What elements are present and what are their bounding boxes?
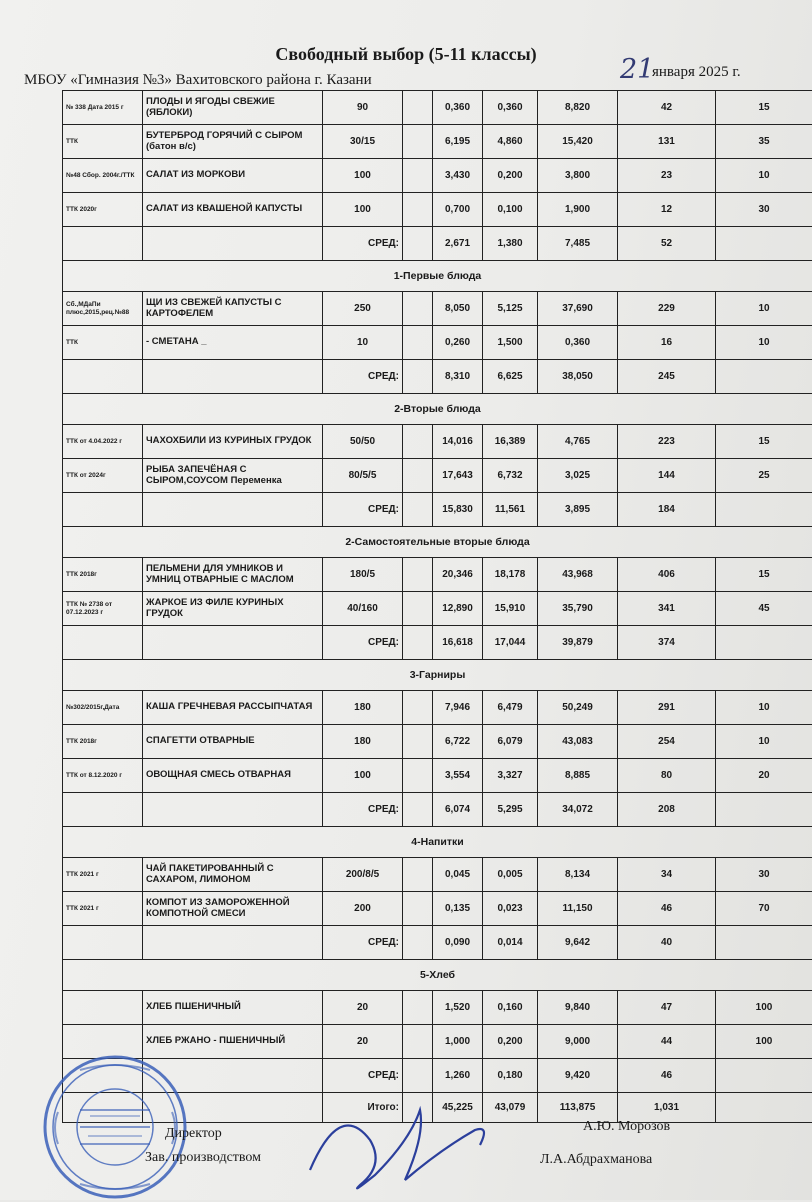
kcal-value: 80 — [618, 759, 716, 793]
price-value: 10 — [716, 326, 812, 360]
fat-avg: 6,625 — [483, 360, 538, 394]
portion-weight: 50/50 — [323, 425, 403, 459]
carbs-value: 9,840 — [538, 991, 618, 1025]
menu-item-row — [63, 759, 812, 793]
fat-value: 0,005 — [483, 858, 538, 892]
price-value: 15 — [716, 91, 812, 125]
protein-value: 0,135 — [433, 892, 483, 926]
section-title: 1-Первые блюда — [63, 261, 812, 292]
menu-item-row — [63, 125, 812, 159]
carbs-value: 0,360 — [538, 326, 618, 360]
price-value: 10 — [716, 725, 812, 759]
fat-value: 0,200 — [483, 1025, 538, 1059]
protein-value: 6,722 — [433, 725, 483, 759]
portion-weight: 180 — [323, 725, 403, 759]
date-day-handwritten: 21 — [620, 54, 654, 85]
section-row — [63, 394, 812, 425]
empty-cell — [143, 493, 323, 527]
portion-weight: 180/5 — [323, 558, 403, 592]
empty-cell — [403, 725, 433, 759]
protein-value: 0,700 — [433, 193, 483, 227]
kcal-value: 46 — [618, 892, 716, 926]
dish-name: САЛАТ ИЗ КВАШЕНОЙ КАПУСТЫ — [143, 193, 323, 227]
dish-name: ХЛЕБ ПШЕНИЧНЫЙ — [143, 991, 323, 1025]
director-label: Директор — [165, 1126, 222, 1142]
fat-avg: 0,014 — [483, 926, 538, 960]
portion-weight: 180 — [323, 691, 403, 725]
menu-item-row — [63, 292, 812, 326]
kcal-value: 291 — [618, 691, 716, 725]
portion-weight: 100 — [323, 193, 403, 227]
empty-cell — [403, 91, 433, 125]
price-value: 25 — [716, 459, 812, 493]
dish-name: СПАГЕТТИ ОТВАРНЫЕ — [143, 725, 323, 759]
kcal-avg: 40 — [618, 926, 716, 960]
portion-weight: 90 — [323, 91, 403, 125]
average-label: СРЕД: — [323, 926, 403, 960]
empty-cell — [403, 459, 433, 493]
kcal-value: 47 — [618, 991, 716, 1025]
menu-item-row — [63, 725, 812, 759]
recipe-reference: ТТК от 4.04.2022 г — [63, 425, 143, 459]
menu-item-row — [63, 459, 812, 493]
kcal-avg: 208 — [618, 793, 716, 827]
kcal-avg: 374 — [618, 626, 716, 660]
dish-name: ОВОЩНАЯ СМЕСЬ ОТВАРНАЯ — [143, 759, 323, 793]
fat-avg: 17,044 — [483, 626, 538, 660]
empty-cell — [716, 1093, 812, 1123]
price-value: 10 — [716, 292, 812, 326]
carbs-value: 3,025 — [538, 459, 618, 493]
section-row — [63, 960, 812, 991]
fat-value: 0,160 — [483, 991, 538, 1025]
kcal-value: 254 — [618, 725, 716, 759]
section-title: 5-Хлеб — [63, 960, 812, 991]
kcal-value: 34 — [618, 858, 716, 892]
recipe-reference: ТТК 2018г — [63, 558, 143, 592]
price-value: 70 — [716, 892, 812, 926]
fat-avg: 0,180 — [483, 1059, 538, 1093]
empty-cell — [143, 626, 323, 660]
empty-cell — [63, 227, 143, 261]
average-row — [63, 360, 812, 394]
average-label: СРЕД: — [323, 227, 403, 261]
portion-weight: 80/5/5 — [323, 459, 403, 493]
menu-item-row — [63, 159, 812, 193]
empty-cell — [716, 360, 812, 394]
carbs-value: 15,420 — [538, 125, 618, 159]
price-value: 10 — [716, 691, 812, 725]
average-row — [63, 793, 812, 827]
empty-cell — [716, 926, 812, 960]
average-row — [63, 626, 812, 660]
dish-name: ЧАХОХБИЛИ ИЗ КУРИНЫХ ГРУДОК — [143, 425, 323, 459]
empty-cell — [403, 759, 433, 793]
fat-value: 3,327 — [483, 759, 538, 793]
empty-cell — [403, 592, 433, 626]
average-label: СРЕД: — [323, 793, 403, 827]
price-value: 15 — [716, 425, 812, 459]
price-value: 20 — [716, 759, 812, 793]
empty-cell — [403, 360, 433, 394]
empty-cell — [403, 292, 433, 326]
kcal-avg: 245 — [618, 360, 716, 394]
protein-value: 14,016 — [433, 425, 483, 459]
dish-name: - СМЕТАНА _ — [143, 326, 323, 360]
empty-cell — [716, 626, 812, 660]
menu-item-row — [63, 592, 812, 626]
empty-cell — [63, 926, 143, 960]
recipe-reference: ТТК 2018г — [63, 725, 143, 759]
recipe-reference: ТТК — [63, 326, 143, 360]
carbs-avg: 38,050 — [538, 360, 618, 394]
empty-cell — [403, 892, 433, 926]
school-name: МБОУ «Гимназия №3» Вахитовского района г. Казани — [24, 72, 372, 89]
carbs-avg: 7,485 — [538, 227, 618, 261]
protein-value: 20,346 — [433, 558, 483, 592]
portion-weight: 30/15 — [323, 125, 403, 159]
carbs-value: 43,083 — [538, 725, 618, 759]
empty-cell — [403, 326, 433, 360]
empty-cell — [716, 793, 812, 827]
section-title: 2-Самостоятельные вторые блюда — [63, 527, 812, 558]
menu-table — [62, 90, 812, 1123]
production-label: Зав. производством — [145, 1150, 261, 1166]
fat-value: 6,479 — [483, 691, 538, 725]
empty-cell — [716, 1059, 812, 1093]
kcal-total: 1,031 — [618, 1093, 716, 1123]
average-row — [63, 493, 812, 527]
protein-value: 3,554 — [433, 759, 483, 793]
menu-item-row — [63, 558, 812, 592]
recipe-reference: ТТК 2021 г — [63, 858, 143, 892]
dish-name: БУТЕРБРОД ГОРЯЧИЙ С СЫРОМ (батон в/с) — [143, 125, 323, 159]
dish-name: ЖАРКОЕ ИЗ ФИЛЕ КУРИНЫХ ГРУДОК — [143, 592, 323, 626]
dish-name: ЧАЙ ПАКЕТИРОВАННЫЙ С САХАРОМ, ЛИМОНОМ — [143, 858, 323, 892]
carbs-avg: 3,895 — [538, 493, 618, 527]
protein-avg: 1,260 — [433, 1059, 483, 1093]
protein-avg: 6,074 — [433, 793, 483, 827]
protein-value: 1,520 — [433, 991, 483, 1025]
fat-value: 1,500 — [483, 326, 538, 360]
protein-total: 45,225 — [433, 1093, 483, 1123]
carbs-total: 113,875 — [538, 1093, 618, 1123]
empty-cell — [143, 926, 323, 960]
empty-cell — [403, 793, 433, 827]
empty-cell — [403, 691, 433, 725]
carbs-value: 1,900 — [538, 193, 618, 227]
fat-value: 5,125 — [483, 292, 538, 326]
protein-avg: 15,830 — [433, 493, 483, 527]
recipe-reference: ТТК от 8.12.2020 г — [63, 759, 143, 793]
price-value: 30 — [716, 858, 812, 892]
kcal-value: 12 — [618, 193, 716, 227]
empty-cell — [403, 858, 433, 892]
carbs-avg: 39,879 — [538, 626, 618, 660]
director-name: А.Ю. Морозов — [583, 1119, 670, 1135]
price-value: 100 — [716, 991, 812, 1025]
menu-item-row — [63, 892, 812, 926]
protein-avg: 2,671 — [433, 227, 483, 261]
menu-item-row — [63, 858, 812, 892]
kcal-value: 23 — [618, 159, 716, 193]
portion-weight: 40/160 — [323, 592, 403, 626]
price-value: 15 — [716, 558, 812, 592]
total-label: Итого: — [323, 1093, 403, 1123]
section-title: 2-Вторые блюда — [63, 394, 812, 425]
recipe-reference: ТТК 2021 г — [63, 892, 143, 926]
dish-name: ПЕЛЬМЕНИ ДЛЯ УМНИКОВ И УМНИЦ ОТВАРНЫЕ С МАСЛОМ — [143, 558, 323, 592]
empty-cell — [63, 360, 143, 394]
portion-weight: 100 — [323, 759, 403, 793]
protein-value: 8,050 — [433, 292, 483, 326]
recipe-reference — [63, 991, 143, 1025]
empty-cell — [716, 227, 812, 261]
kcal-value: 406 — [618, 558, 716, 592]
menu-item-row — [63, 425, 812, 459]
dish-name: ХЛЕБ РЖАНО - ПШЕНИЧНЫЙ — [143, 1025, 323, 1059]
empty-cell — [403, 626, 433, 660]
empty-cell — [143, 360, 323, 394]
portion-weight: 250 — [323, 292, 403, 326]
price-value: 30 — [716, 193, 812, 227]
section-row — [63, 660, 812, 691]
empty-cell — [403, 425, 433, 459]
empty-cell — [403, 926, 433, 960]
protein-value: 7,946 — [433, 691, 483, 725]
recipe-reference: Сб.,МДаПи плюс,2015,рец.№88 — [63, 292, 143, 326]
section-row — [63, 827, 812, 858]
kcal-value: 229 — [618, 292, 716, 326]
fat-value: 0,360 — [483, 91, 538, 125]
fat-value: 16,389 — [483, 425, 538, 459]
empty-cell — [403, 159, 433, 193]
fat-value: 15,910 — [483, 592, 538, 626]
average-label: СРЕД: — [323, 360, 403, 394]
portion-weight: 200/8/5 — [323, 858, 403, 892]
fat-value: 0,100 — [483, 193, 538, 227]
dish-name: САЛАТ ИЗ МОРКОВИ — [143, 159, 323, 193]
protein-value: 6,195 — [433, 125, 483, 159]
carbs-value: 43,968 — [538, 558, 618, 592]
menu-item-row — [63, 91, 812, 125]
dish-name: ПЛОДЫ И ЯГОДЫ СВЕЖИЕ (ЯБЛОКИ) — [143, 91, 323, 125]
average-label: СРЕД: — [323, 626, 403, 660]
kcal-value: 144 — [618, 459, 716, 493]
fat-value: 0,023 — [483, 892, 538, 926]
fat-value: 18,178 — [483, 558, 538, 592]
empty-cell — [63, 626, 143, 660]
carbs-value: 11,150 — [538, 892, 618, 926]
fat-value: 6,079 — [483, 725, 538, 759]
portion-weight: 100 — [323, 159, 403, 193]
empty-cell — [63, 493, 143, 527]
kcal-avg: 46 — [618, 1059, 716, 1093]
protein-avg: 8,310 — [433, 360, 483, 394]
carbs-avg: 9,642 — [538, 926, 618, 960]
kcal-value: 131 — [618, 125, 716, 159]
empty-cell — [403, 558, 433, 592]
menu-item-row — [63, 991, 812, 1025]
handwritten-signature — [300, 1090, 500, 1200]
section-title: 4-Напитки — [63, 827, 812, 858]
recipe-reference: ТТК 2020г — [63, 193, 143, 227]
average-row — [63, 926, 812, 960]
dish-name: КАША ГРЕЧНЕВАЯ РАССЫПЧАТАЯ — [143, 691, 323, 725]
empty-cell — [403, 193, 433, 227]
protein-avg: 16,618 — [433, 626, 483, 660]
carbs-value: 37,690 — [538, 292, 618, 326]
dish-name: КОМПОТ ИЗ ЗАМОРОЖЕННОЙ КОМПОТНОЙ СМЕСИ — [143, 892, 323, 926]
kcal-avg: 52 — [618, 227, 716, 261]
fat-avg: 11,561 — [483, 493, 538, 527]
recipe-reference: № 338 Дата 2015 г — [63, 91, 143, 125]
recipe-reference: ТТК № 2738 от 07.12.2023 г — [63, 592, 143, 626]
empty-cell — [143, 227, 323, 261]
recipe-reference: №302/2015г,Дата — [63, 691, 143, 725]
fat-value: 6,732 — [483, 459, 538, 493]
protein-value: 12,890 — [433, 592, 483, 626]
protein-value: 17,643 — [433, 459, 483, 493]
protein-value: 0,260 — [433, 326, 483, 360]
price-value: 100 — [716, 1025, 812, 1059]
empty-cell — [403, 1059, 433, 1093]
menu-item-row — [63, 326, 812, 360]
carbs-value: 9,000 — [538, 1025, 618, 1059]
kcal-value: 223 — [618, 425, 716, 459]
menu-item-row — [63, 193, 812, 227]
average-label: СРЕД: — [323, 493, 403, 527]
kcal-avg: 184 — [618, 493, 716, 527]
section-row — [63, 527, 812, 558]
empty-cell — [403, 125, 433, 159]
kcal-value: 42 — [618, 91, 716, 125]
carbs-value: 3,800 — [538, 159, 618, 193]
fat-value: 4,860 — [483, 125, 538, 159]
section-title: 3-Гарниры — [63, 660, 812, 691]
portion-weight: 20 — [323, 1025, 403, 1059]
dish-name: ЩИ ИЗ СВЕЖЕЙ КАПУСТЫ С КАРТОФЕЛЕМ — [143, 292, 323, 326]
fat-avg: 1,380 — [483, 227, 538, 261]
empty-cell — [403, 1025, 433, 1059]
protein-value: 0,045 — [433, 858, 483, 892]
protein-value: 0,360 — [433, 91, 483, 125]
kcal-value: 44 — [618, 1025, 716, 1059]
empty-cell — [403, 493, 433, 527]
kcal-value: 341 — [618, 592, 716, 626]
protein-avg: 0,090 — [433, 926, 483, 960]
page-title: Свободный выбор (5-11 классы) — [0, 44, 812, 65]
portion-weight: 10 — [323, 326, 403, 360]
carbs-value: 35,790 — [538, 592, 618, 626]
average-row — [63, 227, 812, 261]
section-row — [63, 261, 812, 292]
carbs-value: 8,885 — [538, 759, 618, 793]
recipe-reference: №48 Сбор. 2004г./ТТК — [63, 159, 143, 193]
recipe-reference: ТТК — [63, 125, 143, 159]
carbs-avg: 9,420 — [538, 1059, 618, 1093]
dish-name: РЫБА ЗАПЕЧЁНАЯ С СЫРОМ,СОУСОМ Переменка — [143, 459, 323, 493]
production-name: Л.А.Абдрахманова — [540, 1152, 652, 1168]
price-value: 10 — [716, 159, 812, 193]
portion-weight: 20 — [323, 991, 403, 1025]
price-value: 45 — [716, 592, 812, 626]
empty-cell — [716, 493, 812, 527]
portion-weight: 200 — [323, 892, 403, 926]
empty-cell — [143, 793, 323, 827]
empty-cell — [403, 991, 433, 1025]
average-label: СРЕД: — [323, 1059, 403, 1093]
protein-value: 3,430 — [433, 159, 483, 193]
fat-avg: 5,295 — [483, 793, 538, 827]
empty-cell — [63, 793, 143, 827]
price-value: 35 — [716, 125, 812, 159]
fat-value: 0,200 — [483, 159, 538, 193]
menu-item-row — [63, 691, 812, 725]
protein-value: 1,000 — [433, 1025, 483, 1059]
carbs-value: 8,134 — [538, 858, 618, 892]
carbs-value: 4,765 — [538, 425, 618, 459]
empty-cell — [403, 227, 433, 261]
date-month-year: января 2025 г. — [652, 64, 741, 81]
carbs-avg: 34,072 — [538, 793, 618, 827]
carbs-value: 50,249 — [538, 691, 618, 725]
fat-total: 43,079 — [483, 1093, 538, 1123]
carbs-value: 8,820 — [538, 91, 618, 125]
kcal-value: 16 — [618, 326, 716, 360]
recipe-reference: ТТК от 2024г — [63, 459, 143, 493]
